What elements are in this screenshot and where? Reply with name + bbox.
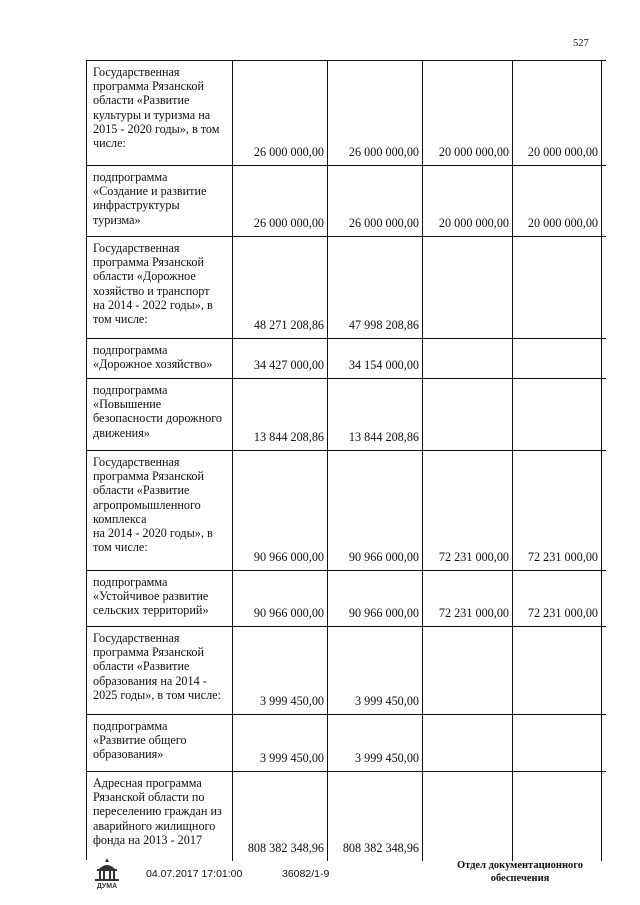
amount-cell (423, 772, 513, 861)
amount-cell (233, 715, 328, 771)
amount-cell (513, 339, 602, 378)
amount-cell (233, 339, 328, 378)
table-row (87, 379, 606, 451)
amount-value: 808 382 348,96 (247, 840, 324, 855)
amount-value: 90 966 000,00 (348, 549, 419, 564)
table-row (87, 571, 606, 627)
amount-cell (233, 772, 328, 861)
registration-code: 36082/1-9 (282, 868, 330, 880)
amount-cell (328, 339, 423, 378)
amount-value: 26 000 000,00 (253, 215, 324, 230)
amount-value: 90 966 000,00 (348, 605, 419, 620)
program-name-cell: Государственная программа Рязанской области «Развитие образования на 2014 - 2025 годы», в том числе: (87, 627, 233, 714)
amount-value: 3 999 450,00 (260, 750, 324, 765)
amount-cell (328, 715, 423, 771)
program-name-cell: подпрограмма «Повышение безопасности дорожного движения» (87, 379, 233, 450)
page-footer (0, 850, 640, 900)
program-name-cell: подпрограмма «Устойчивое развитие сельских территорий» (87, 571, 233, 626)
amount-value: 808 382 348,96 (342, 840, 419, 855)
amount-cell (328, 772, 423, 861)
amount-cell (423, 237, 513, 338)
table-row (87, 237, 606, 339)
amount-value: 3 999 450,00 (355, 750, 419, 765)
amount-value: 34 154 000,00 (348, 357, 419, 372)
amount-value: 20 000 000,00 (438, 215, 509, 230)
amount-cell (513, 627, 602, 714)
amount-cell (328, 379, 423, 450)
amount-cell (233, 237, 328, 338)
amount-cell (328, 61, 423, 165)
amount-value: 72 231 000,00 (527, 605, 598, 620)
program-name-cell: Государственная программа Рязанской области «Дорожное хозяйство и транспорт на 2014 - 2022 годы», в том числе: (87, 237, 233, 338)
amount-cell (513, 772, 602, 861)
table-row (87, 339, 606, 379)
amount-cell (423, 627, 513, 714)
department-name: Отдел документационного обеспечения (456, 860, 584, 884)
emblem-caption: ДУМА (96, 883, 118, 890)
budget-table (86, 60, 606, 860)
amount-value: 26 000 000,00 (348, 144, 419, 159)
amount-cell (233, 451, 328, 570)
amount-value: 20 000 000,00 (438, 144, 509, 159)
program-name-cell: подпрограмма «Дорожное хозяйство» (87, 339, 233, 378)
amount-cell (423, 61, 513, 165)
amount-cell (233, 379, 328, 450)
program-name-cell: подпрограмма «Создание и развитие инфраструктуры туризма» (87, 166, 233, 236)
table-row (87, 166, 606, 237)
amount-value: 34 427 000,00 (253, 357, 324, 372)
amount-cell (513, 237, 602, 338)
table-row (87, 715, 606, 772)
amount-cell (233, 61, 328, 165)
amount-value: 3 999 450,00 (355, 693, 419, 708)
amount-cell (513, 61, 602, 165)
table-row (87, 772, 606, 861)
amount-value: 90 966 000,00 (253, 549, 324, 564)
amount-cell (423, 715, 513, 771)
amount-value: 72 231 000,00 (527, 549, 598, 564)
amount-cell (513, 166, 602, 236)
amount-value: 72 231 000,00 (438, 605, 509, 620)
program-name-cell: Адресная программа Рязанской области по переселению граждан из аварийного жилищного фонда на 2013 - 2017 (87, 772, 233, 861)
amount-cell (328, 237, 423, 338)
amount-cell (423, 571, 513, 626)
amount-value: 90 966 000,00 (253, 605, 324, 620)
amount-cell (423, 166, 513, 236)
program-name-cell: подпрограмма «Развитие общего образования» (87, 715, 233, 771)
registration-date: 04.07.2017 17:01:00 (146, 868, 243, 880)
amount-value: 26 000 000,00 (253, 144, 324, 159)
amount-value: 48 271 208,86 (253, 317, 324, 332)
amount-value: 47 998 208,86 (348, 317, 419, 332)
amount-value: 72 231 000,00 (438, 549, 509, 564)
amount-cell (328, 451, 423, 570)
program-name-cell: Государственная программа Рязанской области «Развитие агропромышленного комплекса на 2014 - 2020 годы», в том числе: (87, 451, 233, 570)
amount-value: 3 999 450,00 (260, 693, 324, 708)
program-name-cell: Государственная программа Рязанской области «Развитие культуры и туризма на 2015 - 2020 годы», в том числе: (87, 61, 233, 165)
amount-value: 13 844 208,86 (253, 429, 324, 444)
amount-cell (423, 339, 513, 378)
table-row (87, 61, 606, 166)
table-row (87, 627, 606, 715)
duma-emblem-icon (90, 856, 124, 890)
amount-cell (513, 451, 602, 570)
amount-cell (513, 571, 602, 626)
amount-cell (233, 166, 328, 236)
page-number: 527 (573, 38, 589, 49)
amount-value: 13 844 208,86 (348, 429, 419, 444)
amount-cell (423, 451, 513, 570)
amount-cell (423, 379, 513, 450)
amount-value: 20 000 000,00 (527, 215, 598, 230)
amount-value: 20 000 000,00 (527, 144, 598, 159)
amount-cell (328, 166, 423, 236)
table-row (87, 451, 606, 571)
amount-cell (328, 627, 423, 714)
amount-cell (233, 627, 328, 714)
amount-cell (513, 379, 602, 450)
amount-cell (328, 571, 423, 626)
amount-value: 26 000 000,00 (348, 215, 419, 230)
amount-cell (233, 571, 328, 626)
amount-cell (513, 715, 602, 771)
